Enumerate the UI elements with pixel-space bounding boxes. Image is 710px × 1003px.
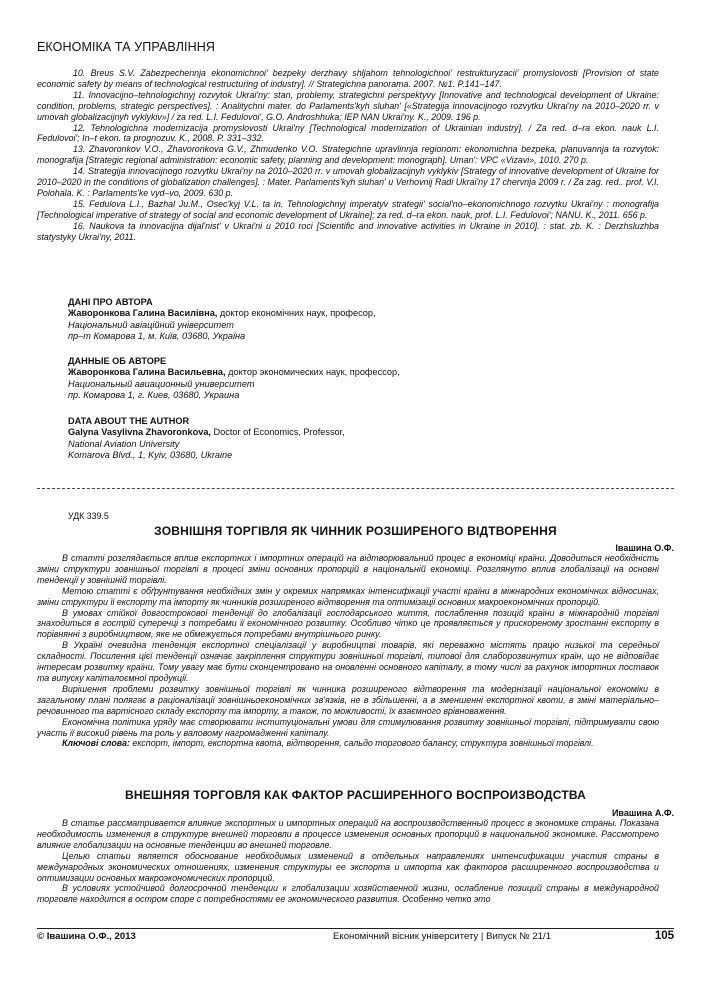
page-number: 105 bbox=[654, 930, 674, 942]
abstract-paragraph: В условиях устойчивой долгосрочной тенденции к глобализации хозяйственной жизни, ослабление позиций страны в международной торговле находится в остром споре с потребностями ее экономического развития. Особенно четко это bbox=[37, 883, 659, 905]
author-info-ru bbox=[68, 356, 628, 401]
article-title-ua: ЗОВНІШНЯ ТОРГІВЛЯ ЯК ЧИННИК РОЗШИРЕНОГО ВІДТВОРЕННЯ bbox=[154, 524, 557, 538]
abstract-paragraph: Економічна політика уряду має створювати інституціональні умови для стимулювання розвитку зовнішньої торгівлі, підтримувати свою участь її високий рівень та роль у валовому нагромадженні капіталу. bbox=[37, 716, 659, 738]
article-author-ua: Івашина О.Ф. bbox=[615, 543, 674, 553]
section-divider bbox=[37, 488, 674, 489]
abstract-paragraph: В статті розглядається вплив експортних і імпортних операцій на відтворювальний процес в економіці країни. Доводиться необхідність зміни структури зовнішньої торгівлі в процесі зміни основних пропорцій в національній економіці. Розглянуто вплив глобалізації на основні тенденції у зовнішній торгівлі. bbox=[37, 553, 659, 585]
article-title-ru: ВНЕШНЯЯ ТОРГОВЛЯ КАК ФАКТОР РАСШИРЕННОГО ВОСПРОИЗВОДСТВА bbox=[124, 788, 586, 802]
keywords bbox=[37, 738, 659, 749]
reference-item: 15. Fedulova L.I., Bazhal Ju.M., Osec'kyj V.L. ta in. Tehnologichnyj imperatyv strategii' social'no–ekonomichnogo rozvytku Ukrai'ny : monografija [Technological imperative of strategy of social and economic development of Ukraine]; za red. d–ra ekon. nauk, prof. L.I. Fedulovoi'; NANU. K., 2011. 656 p. bbox=[37, 198, 659, 220]
author-degree: доктор экономических наук, профессор, bbox=[225, 367, 400, 378]
author-organization: Національний авіаційний університет bbox=[68, 319, 234, 330]
keywords-label: Ключові слова: bbox=[62, 738, 130, 749]
author-name: Жаворонкова Галина Васильевна, bbox=[68, 367, 226, 378]
reference-item: 12. Tehnologichna modernizacija promyslovosti Ukrai'ny [Technological modernization of Ukrainian industry]. / Za red. d–ra ekon. nauk L.I. Fedulovoi'; In–t ekon. ta prognozuv. K., 2008. P. 331–332. bbox=[37, 122, 659, 144]
author-name: Galyna Vasylivna Zhavoronkova, bbox=[68, 427, 211, 438]
abstract-paragraph: В статье рассматривается влияние экспортных и импортных операций на воспроизводственный процесс в экономике страны. Показана необходимость изменения в структуре внешней торговли в процессе изменения основных пропорций в национальной экономике. Рассмотрено влияние глобализации на основные тенденции во внешней торговле. bbox=[37, 818, 659, 850]
copyright: © Івашина О.Ф., 2013 bbox=[37, 931, 136, 942]
abstract-paragraph: В Україні очевидна тенденція експортної спеціалізації у виробництві товарів, які переважно містять працю низької та середньої складності. Посилення цієї тенденції означає закріплення структури зовнішньої торгівлі, типової для слаборозвинутих країн, що не відповідає інтересам розвитку країни. Тому увагу має бути сконцентровано на оновленні основного капіталу, в тому числі за рахунок імпортних поставок та випуску капіталоємної продукції. bbox=[37, 640, 659, 683]
abstract-paragraph: Метою статті є обґрунтування необхідних змін у окремих напрямках інтенсифікації участі країни в міжнародних економічних відносинах, зміни структури її експорту та імпорту як чинників розширеного відтворення та оптимізації основних макроекономічних пропорцій. bbox=[37, 585, 659, 607]
author-organization: National Aviation University bbox=[68, 438, 180, 449]
author-organization: Национальный авиационный университет bbox=[68, 378, 255, 389]
journal-issue: Економічний вісник університету | Випуск № 21/1 bbox=[333, 931, 552, 942]
keywords-text: експорт, імпорт, експортна квота, відтворення, сальдо торгового балансу, структура зовнішньої торгівлі. bbox=[129, 738, 594, 749]
abstract-paragraph: Вирішення проблеми розвитку зовнішньої торгівлі як чинника розширеного відтворення та модернізації національної економіки в загальному плані полягає в раціоналізації зовнішньоекономічних зв'язків, не в збільшенні, а в зменшенні експортної квоти, в зміні матеріально–речовинного та вартісного складу експорту та імпорту, а також, по можливості, їх взаємного врівноваження. bbox=[37, 683, 659, 716]
author-heading: DATA ABOUT THE AUTHOR bbox=[68, 416, 190, 426]
author-address: пр–т Комарова 1, м. Київ, 03680, Україна bbox=[68, 330, 246, 341]
reference-list bbox=[37, 68, 659, 243]
footer-rule bbox=[37, 928, 674, 929]
reference-item: 11. Innovacijno–tehnologichnyj rozvytok Ukrai'ny: stan, problemy, strategichni perspektyvy [Innovative and technological development of Ukraine: condition, problems, strategic perspectives]. : Analitychni mater. do Parlaments'kyh sluhan' [«Strategija innovacijnogo rozvytku Ukrai'ny na 2010–2020 rr. v umovah globalizacijnyh vyklykiv»] / za red. L.I. Fedulovoi', G.O. Androshhuka; IEP NAN Ukrai'ny. K., 2009. 196 p. bbox=[37, 89, 659, 122]
reference-item: 16. Naukova ta innovacijna dijal'nist' v Ukrai'ni u 2010 roci [Scientific and innovative activities in Ukraine in 2010]. : stat. zb. K. : Derzhsluzhba statystyky Ukrai'ny, 2011. bbox=[37, 220, 659, 242]
author-info-en bbox=[68, 416, 628, 461]
reference-item: 14. Strategija innovacijnogo rozvytku Ukrai'ny na 2010–2020 rr. v umovah globalizacijnyh vyklykiv [Strategy of innovative development of Ukraine for 2010–2020 in the conditions of globalization challenges]. : Mater. Parlaments'kyh sluhan' u Verhovnij Radi Ukrai'ny 17 chervnja 2009 r. / Za zag. red.. prof. V.I. Polohala. K. : Parlaments'ke vyd–vo, 2009. 630 p. bbox=[37, 166, 659, 198]
article-author-ru: Ивашина А.Ф. bbox=[611, 808, 674, 818]
author-address: пр. Комарова 1, г. Киев, 03680, Украина bbox=[68, 389, 240, 400]
abstract-paragraph: В умовах стійкої довгострокової тенденції до глобалізації господарського життя, послаблення позицій країни в міжнародній торгівлі знаходиться в гострій суперечці з потребами її економічного розвитку. Особливо чітко це проявляється у прискореному зростанні експорту в порівнянні з виробництвом, яке не обмежується потребами внутрішнього ринку. bbox=[37, 607, 659, 640]
abstract-ua bbox=[37, 553, 659, 749]
udc-code: УДК 339.5 bbox=[68, 511, 109, 521]
abstract-ru bbox=[37, 818, 659, 905]
author-info-ua bbox=[68, 297, 628, 342]
author-heading: ДАНІ ПРО АВТОРА bbox=[68, 297, 153, 307]
author-degree: доктор економічних наук, професор, bbox=[217, 308, 376, 319]
author-address: Komarova Blvd., 1, Kyiv, 03680, Ukraine bbox=[68, 449, 233, 460]
reference-item: 13. Zhavoronkov V.O., Zhavoronkova G.V., Zhmudenko V.O. Strategichne upravlinnja regionom: ekonomichna bezpeka, planuvannja ta rozvytok: monografija [Strategic regional administration: economic safety, planning and development: monograph]. Uman': VPC «Vizavi», 1010. 270 p. bbox=[37, 144, 659, 166]
reference-item: 10. Breus S.V. Zabezpechennja ekonomichnoi’ bezpeky derzhavy shljahom tehnologichnoi’ restrukturyzacii’ promyslovosti [Provision of state economic safety by means of technological restructuring of industry]. // Strategichna panorama. 2007. №1. P.141–147. bbox=[37, 68, 659, 89]
author-degree: Doctor of Economics, Professor, bbox=[210, 427, 345, 438]
running-head: ЕКОНОМІКА ТА УПРАВЛІННЯ bbox=[37, 40, 215, 54]
abstract-paragraph: Целью статьи является обоснование необходимых изменений в отдельных направлениях интенсификации участия страны в международных экономических отношениях, изменения структуры ее экспорта и импорта как факторов расширенного воспроизводства и оптимизации основных макроэкономических пропорций. bbox=[37, 850, 659, 883]
author-name: Жаворонкова Галина Василівна, bbox=[68, 308, 218, 319]
author-heading: ДАННЫЕ ОБ АВТОРЕ bbox=[68, 356, 167, 366]
